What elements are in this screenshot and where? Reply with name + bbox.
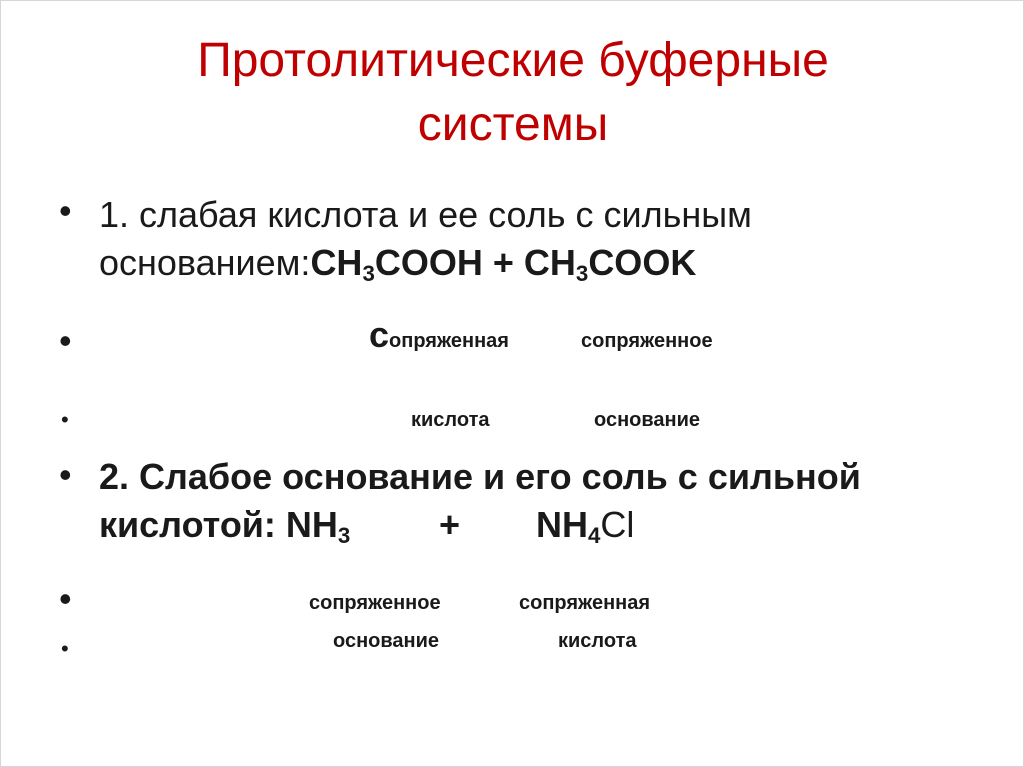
formula-part: COOK bbox=[588, 242, 697, 283]
bullet-dot: • bbox=[59, 578, 72, 619]
label-a: опряженная bbox=[389, 330, 509, 352]
bullet-dot: • bbox=[61, 636, 69, 661]
title-line-2: системы bbox=[417, 98, 609, 151]
bullet-dot: • bbox=[59, 320, 72, 361]
title-line-1: Протолитические буферные bbox=[197, 34, 829, 87]
bullet-1-line-1: 1. слабая кислота и ее соль с сильным bbox=[99, 194, 752, 235]
formula-subscript: 4 bbox=[588, 523, 601, 549]
bullet-4-line-1: 2. Слабое основание и его соль с сильной bbox=[99, 456, 861, 497]
formula-part: CH bbox=[310, 242, 363, 283]
bullet-1 bbox=[99, 191, 999, 287]
formula-part: кислотой: NH bbox=[99, 504, 338, 545]
base-label-2: основание bbox=[333, 630, 440, 652]
formula-part: Cl bbox=[600, 504, 635, 545]
acid-label: кислота bbox=[411, 409, 490, 431]
formula-part: NH bbox=[536, 504, 588, 545]
bullet-dot: • bbox=[59, 454, 72, 495]
formula-subscript: 3 bbox=[362, 261, 375, 287]
acid-label-2: кислота bbox=[558, 630, 637, 652]
conjugate-base-label-2: сопряженное bbox=[309, 592, 441, 614]
bullet-4-line-2 bbox=[99, 501, 999, 549]
bullet-4 bbox=[99, 453, 999, 549]
formula-acetate-buffer bbox=[310, 242, 697, 287]
conjugate-base-label: сопряженное bbox=[581, 330, 713, 352]
formula-ammonium-chloride bbox=[536, 501, 634, 549]
formula-subscript: 3 bbox=[337, 523, 351, 549]
plus-sign: + bbox=[439, 504, 461, 545]
formula-subscript: 3 bbox=[575, 261, 589, 287]
bullet-1-line-2 bbox=[99, 239, 999, 287]
bullet-1-text: основанием: bbox=[99, 242, 311, 283]
base-label: основание bbox=[594, 409, 701, 431]
formula-ammonia bbox=[99, 501, 350, 549]
formula-part: COOH + CH bbox=[374, 242, 576, 283]
slide-title bbox=[1, 29, 1024, 157]
conjugate-acid-label-2: сопряженная bbox=[519, 592, 651, 614]
conjugate-acid-label bbox=[369, 314, 509, 355]
bullet-dot: • bbox=[59, 190, 72, 231]
bullet-dot: • bbox=[61, 407, 69, 432]
big-letter: с bbox=[369, 314, 390, 355]
